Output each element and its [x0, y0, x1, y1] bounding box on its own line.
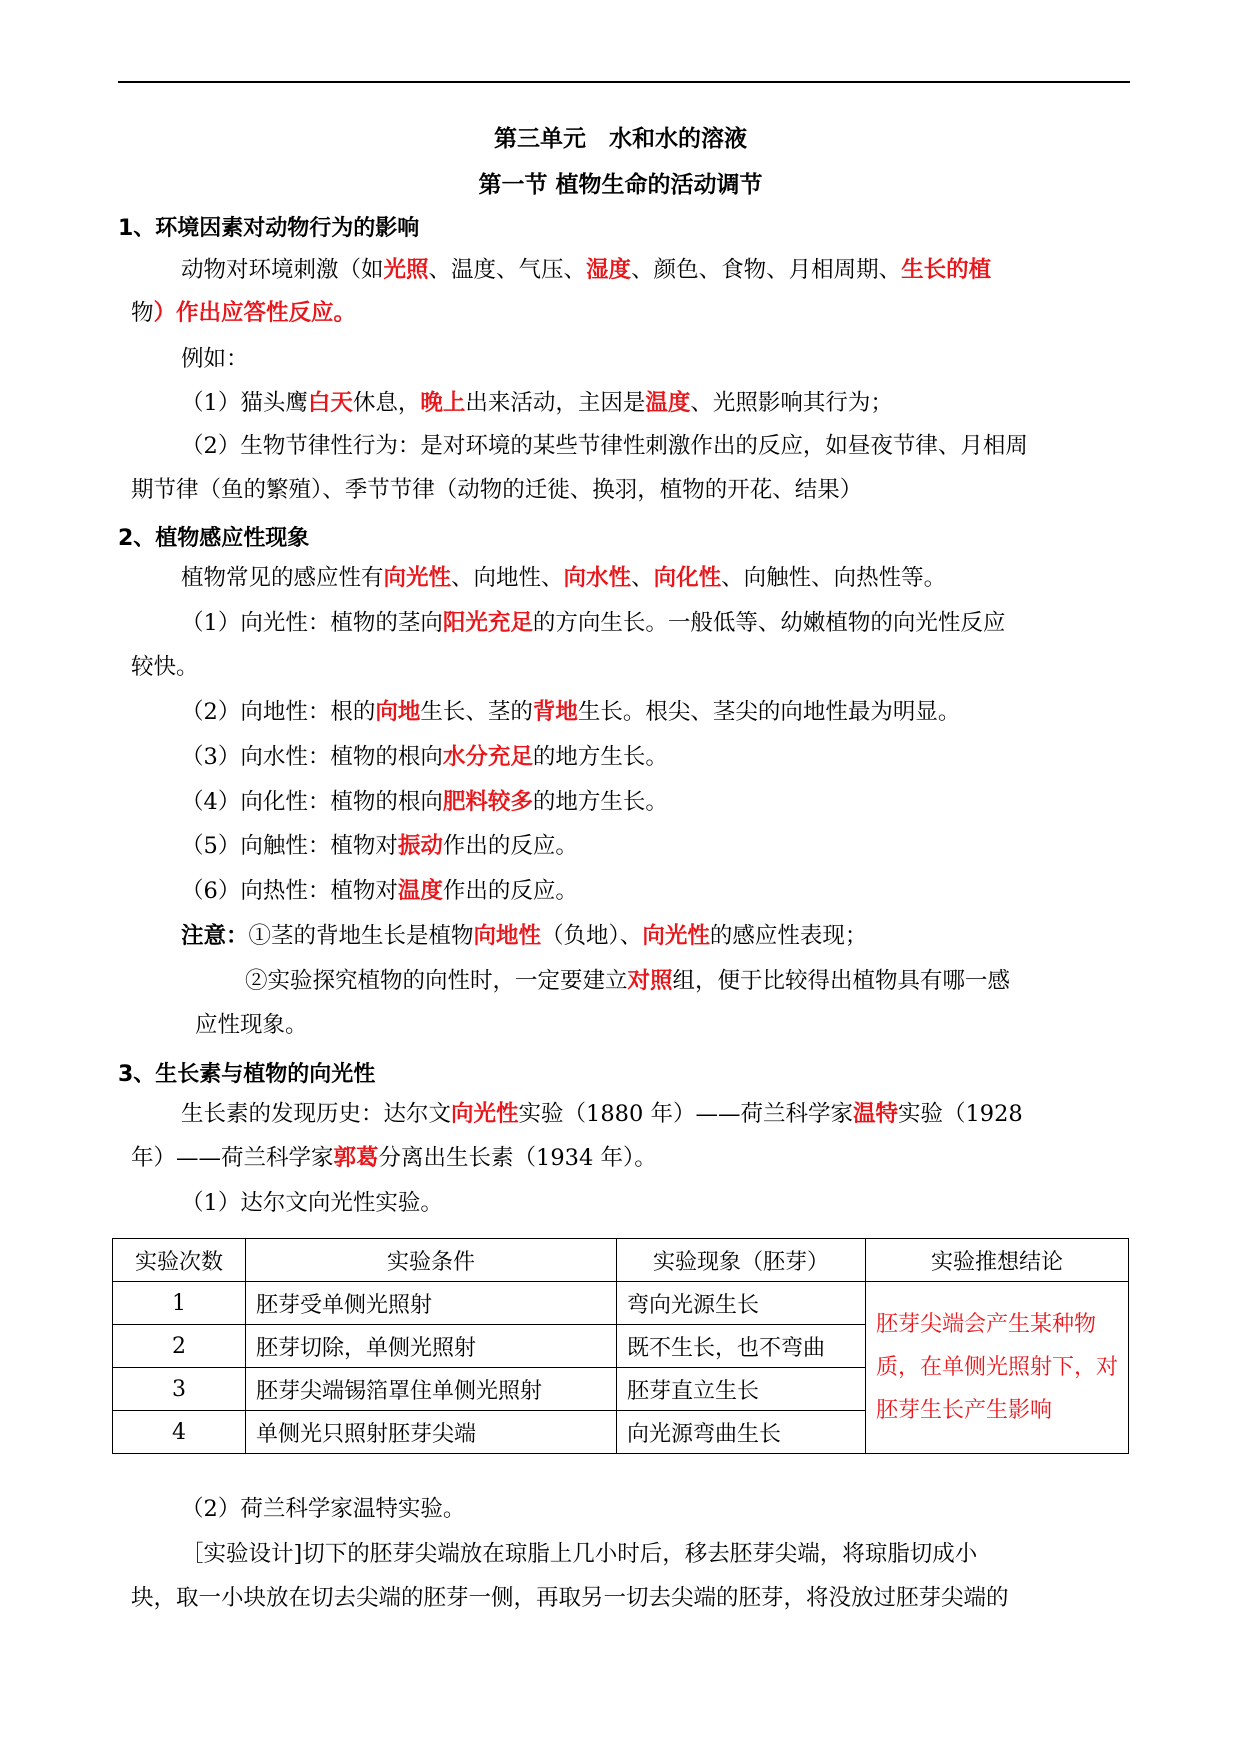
s3-history-line1 — [181, 1092, 1023, 1137]
highlight-term: 生长的植 — [901, 257, 992, 283]
highlight-term: ）作出应答性反应。 — [153, 300, 357, 326]
text-segment: ②实验探究植物的向性时，一定要建立 — [245, 968, 628, 994]
s2-item-2 — [181, 690, 960, 735]
table-cell: 既不生长，也不弯曲 — [617, 1325, 866, 1368]
highlight-term: 振动 — [397, 833, 443, 859]
table-cell: 胚芽直立生长 — [617, 1368, 866, 1411]
header-rule — [118, 81, 1130, 83]
highlight-term: 向光性 — [642, 923, 710, 949]
s2-note-1 — [181, 914, 867, 959]
table-cell: 单侧光只照射胚芽尖端 — [246, 1411, 617, 1454]
table-header-row — [113, 1239, 1129, 1282]
text-segment: 组，便于比较得出植物具有哪一感 — [672, 968, 1011, 994]
highlight-term: 温度 — [397, 878, 443, 904]
highlight-term: 对照 — [627, 968, 673, 994]
s2-item-6 — [181, 869, 578, 914]
s1-example-2-line2: 期节律（鱼的繁殖）、季节节律（动物的迁徙、换羽，植物的开花、结果） — [131, 477, 863, 503]
s2-item-1-line1 — [181, 601, 1005, 646]
text-segment: ①茎的背地生长是植物 — [248, 923, 474, 949]
text-segment: 的感应性表现； — [709, 923, 868, 949]
s3-darwin-label: （1）达尔文向光性实验。 — [181, 1190, 443, 1216]
highlight-term: 湿度 — [586, 257, 632, 283]
text-segment: 、光照影响其行为； — [690, 390, 893, 416]
text-segment: 生长。根尖、茎尖的向地性最为明显。 — [577, 699, 961, 725]
section-1-heading: 1、环境因素对动物行为的影响 — [118, 216, 420, 241]
text-segment: 出来活动，主因是 — [465, 390, 646, 416]
section-3-heading: 3、生长素与植物的向光性 — [118, 1062, 376, 1087]
table-cell: 胚芽尖端锡箔罩住单侧光照射 — [246, 1368, 617, 1411]
highlight-term: 光照 — [383, 257, 429, 283]
table-cell: 弯向光源生长 — [617, 1282, 866, 1325]
highlight-term: 晚上 — [420, 390, 466, 416]
text-segment: （1）猫头鹰 — [181, 390, 308, 416]
text-segment: 的方向生长。一般低等、幼嫩植物的向光性反应 — [532, 610, 1006, 636]
highlight-term: 向化性 — [653, 565, 722, 591]
text-segment: （4）向化性：植物的根向 — [181, 789, 443, 815]
table-header: 实验现象（胚芽） — [617, 1239, 866, 1282]
section-title: 第一节 植物生命的活动调节 — [478, 172, 763, 198]
text-segment: 实验（1880 年）——荷兰科学家 — [518, 1101, 853, 1127]
highlight-term: 温特 — [852, 1101, 898, 1127]
table-row — [113, 1282, 1129, 1325]
table-cell: 向光源弯曲生长 — [617, 1411, 866, 1454]
highlight-term: 向光性 — [451, 1101, 519, 1127]
table-cell: 胚芽切除，单侧光照射 — [246, 1325, 617, 1368]
highlight-term: 向水性 — [563, 565, 632, 591]
text-segment: （1）向光性：植物的茎向 — [181, 610, 443, 636]
darwin-experiment-table — [112, 1238, 1129, 1454]
highlight-term: 肥料较多 — [442, 789, 533, 815]
text-segment: （6）向热性：植物对 — [181, 878, 398, 904]
text-segment: 物 — [131, 300, 154, 326]
highlight-term: 阳光充足 — [442, 610, 533, 636]
s1-paragraph-line1 — [181, 248, 991, 293]
s1-paragraph-line2 — [131, 291, 356, 336]
text-segment: 、向地性、 — [451, 565, 564, 591]
text-segment: 作出的反应。 — [442, 833, 578, 859]
s1-example-1 — [181, 381, 893, 426]
s3-history-line2 — [131, 1136, 657, 1181]
text-segment: 年）——荷兰科学家 — [131, 1145, 334, 1171]
s1-example-2-line1: （2）生物节律性行为：是对环境的某些节律性刺激作出的反应，如昼夜节律、月相周 — [181, 433, 1028, 459]
text-segment: 休息， — [352, 390, 421, 416]
s2-note-2-line1 — [245, 959, 1010, 1004]
text-segment: （负地）、 — [541, 923, 643, 949]
text-segment: 动物对环境刺激（如 — [181, 257, 384, 283]
text-segment: 、 — [631, 565, 654, 591]
table-cell: 3 — [113, 1368, 246, 1411]
table-cell: 胚芽受单侧光照射 — [246, 1282, 617, 1325]
text-segment: （5）向触性：植物对 — [181, 833, 398, 859]
s3-went-label: （2）荷兰科学家温特实验。 — [181, 1496, 466, 1522]
s1-example-label: 例如： — [181, 346, 249, 372]
highlight-term: 向光性 — [383, 565, 452, 591]
text-segment: 作出的反应。 — [442, 878, 578, 904]
table-cell: 4 — [113, 1411, 246, 1454]
section-2-heading: 2、植物感应性现象 — [118, 526, 310, 551]
text-segment: 、向触性、向热性等。 — [721, 565, 947, 591]
text-segment: 生长素的发现历史：达尔文 — [181, 1101, 452, 1127]
text-segment: 分离出生长素（1934 年）。 — [378, 1145, 657, 1171]
table-header: 实验推想结论 — [866, 1239, 1129, 1282]
highlight-term: 背地 — [532, 699, 578, 725]
s2-note-2-line2: 应性现象。 — [195, 1012, 308, 1038]
text-segment: （2）向地性：根的 — [181, 699, 376, 725]
conclusion-cell: 胚芽尖端会产生某种物质，在单侧光照射下，对胚芽生长产生影响 — [866, 1282, 1129, 1454]
text-segment: 、温度、气压、 — [428, 257, 587, 283]
s3-went-design-line2: 块，取一小块放在切去尖端的胚芽一侧，再取另一切去尖端的胚芽，将没放过胚芽尖端的 — [131, 1585, 1009, 1611]
text-segment: 的地方生长。 — [532, 744, 668, 770]
highlight-term: 温度 — [645, 390, 691, 416]
table-cell: 2 — [113, 1325, 246, 1368]
text-segment: 植物常见的感应性有 — [181, 565, 384, 591]
text-segment: 的地方生长。 — [532, 789, 668, 815]
s2-item-5 — [181, 824, 578, 869]
text-segment: （3）向水性：植物的根向 — [181, 744, 443, 770]
s3-went-design-line1: ［实验设计]切下的胚芽尖端放在琼脂上几小时后，移去胚芽尖端，将琼脂切成小 — [181, 1541, 978, 1567]
table-cell: 1 — [113, 1282, 246, 1325]
text-segment: 、颜色、食物、月相周期、 — [631, 257, 902, 283]
s2-item-4 — [181, 780, 668, 825]
highlight-term: 水分充足 — [442, 744, 533, 770]
s2-item-3 — [181, 735, 668, 780]
highlight-term: 白天 — [307, 390, 353, 416]
table-header: 实验次数 — [113, 1239, 246, 1282]
note-label: 注意： — [181, 923, 249, 949]
text-segment: 实验（1928 — [897, 1101, 1023, 1127]
highlight-term: 郭葛 — [333, 1145, 379, 1171]
s2-intro — [181, 556, 946, 601]
unit-title: 第三单元 水和水的溶液 — [494, 126, 747, 152]
s2-item-1-line2: 较快。 — [131, 654, 199, 680]
highlight-term: 向地性 — [473, 923, 542, 949]
highlight-term: 向地 — [375, 699, 421, 725]
table-header: 实验条件 — [246, 1239, 617, 1282]
text-segment: 生长、茎的 — [420, 699, 533, 725]
